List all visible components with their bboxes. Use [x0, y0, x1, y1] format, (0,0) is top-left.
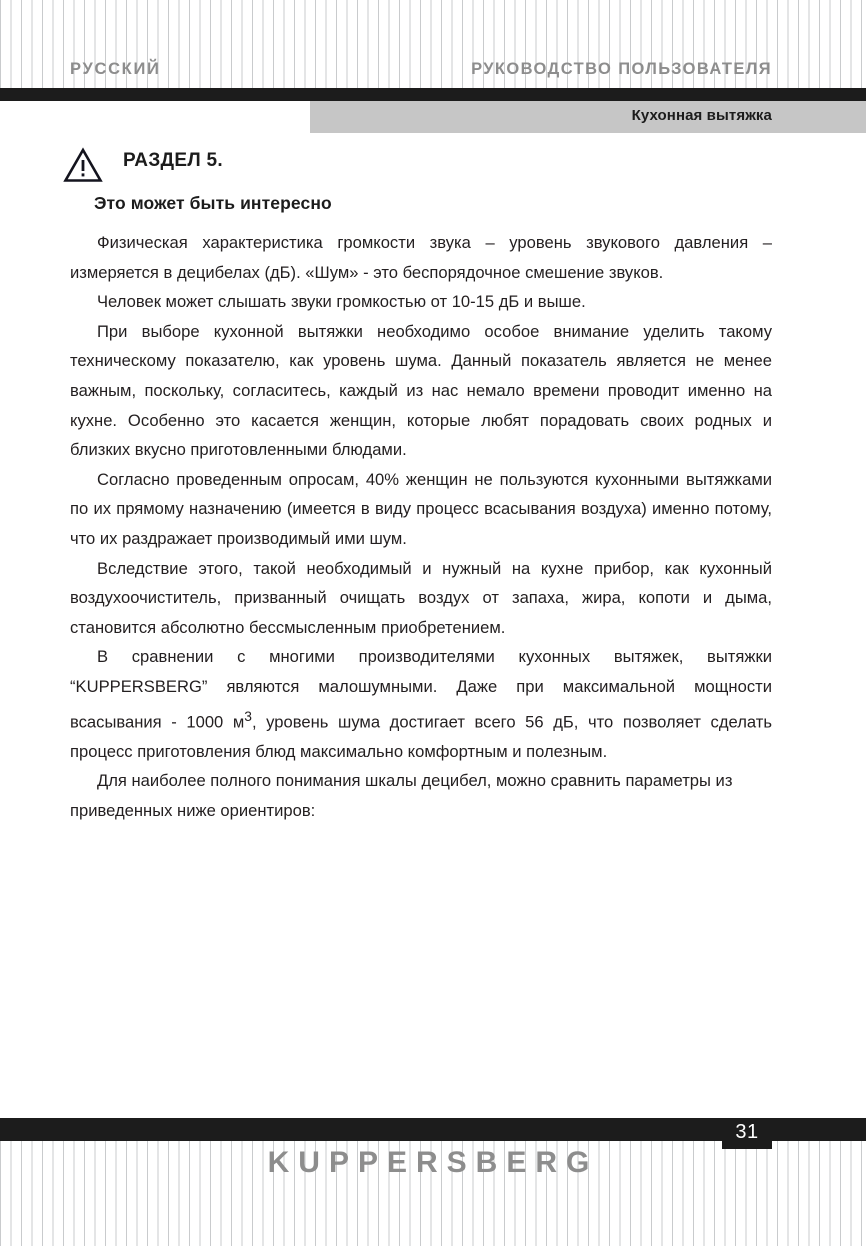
cubic-meter-superscript: 3 [244, 707, 252, 724]
paragraph-2: Человек может слышать звуки громкостью от 10-15 дБ и выше. [97, 292, 586, 312]
product-bar-label: Кухонная вытяжка [631, 107, 772, 124]
paragraph-5: Вследствие этого, такой необходимый и нужный на кухне прибор, как кухонный воздухоочиститель, призванный очищать воздух от запаха, жира, копоти и дыма, становится абсолютно бессмысленным приобретением. [70, 558, 772, 637]
paragraph-4: Согласно проведенным опросам, 40% женщин не пользуются кухонными вытяжками по их прямому назначению (имеется в виду процесс всасывания воздуха) именно потому, что их раздражает производимый ими шум. [70, 469, 772, 548]
section-number: РАЗДЕЛ 5. [123, 150, 223, 171]
header-manual-title: РУКОВОДСТВО ПОЛЬЗОВАТЕЛЯ [471, 60, 772, 78]
page-number: 31 [735, 1121, 759, 1143]
product-bar [310, 101, 866, 133]
header-black-rule [0, 88, 866, 101]
paragraph-1: Физическая характеристика громкости звука – уровень звукового давления – измеряется в децибелах (дБ). «Шум» - это беспорядочное смешение звуков. [70, 233, 772, 282]
paragraph-6-part1: В сравнении с многими производителями кухонных вытяжек, вытяжки “KUPPERSBERG” являются малошумными. Даже при максимальной мощности всасывания - 1000 м [70, 647, 772, 732]
footer-brand-logo: KUPPERSBERG [267, 1146, 599, 1179]
header-language-label: РУССКИЙ [70, 60, 161, 78]
section-subtitle: Это может быть интересно [94, 193, 332, 213]
paragraph-7: Для наиболее полного понимания шкалы децибел, можно сравнить параметры из приведенных ниже ориентиров: [70, 771, 733, 820]
paragraph-6 [70, 642, 772, 766]
paragraph-6-part2: , уровень шума достигает всего 56 дБ, что позволяет сделать процесс приготовления блюд максимально комфортным и полезным. [70, 712, 772, 761]
paragraph-3: При выборе кухонной вытяжки необходимо особое внимание уделить такому техническому показателю, как уровень шума. Данный показатель является не менее важным, поскольку, согласитесь, каждый из нас немало времени проводит именно на кухне. Особенно это касается женщин, которые любят порадовать своих родных и близких вкусно приготовленными блюдами. [70, 321, 772, 460]
warning-triangle-icon [63, 147, 103, 183]
body-text [70, 228, 772, 825]
